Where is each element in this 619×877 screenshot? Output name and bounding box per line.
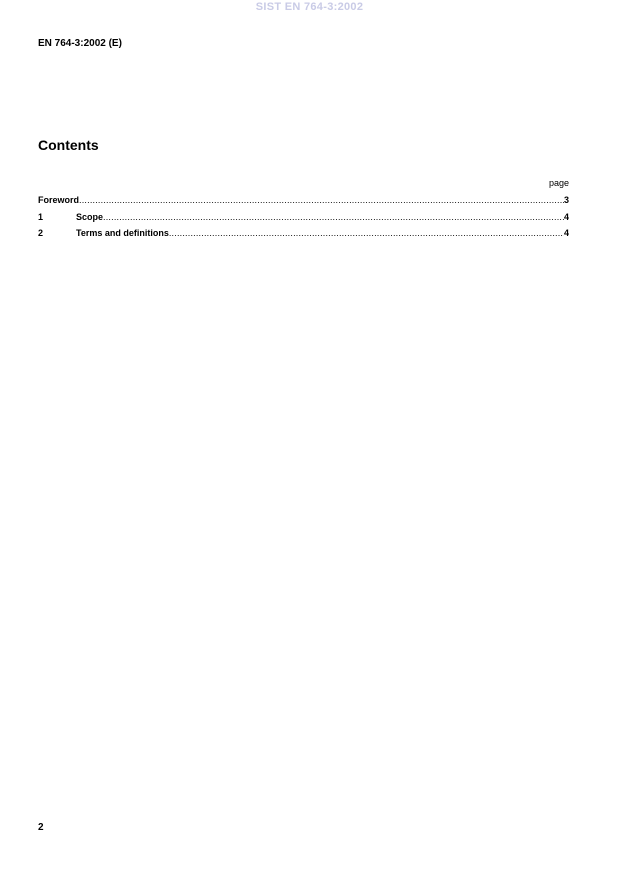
- toc-entry-page: 4: [563, 228, 569, 238]
- toc-entry-foreword[interactable]: [38, 195, 569, 212]
- toc-entry-terms-and-definitions[interactable]: [38, 228, 569, 245]
- table-of-contents: [38, 195, 569, 245]
- toc-entry-scope[interactable]: [38, 212, 569, 229]
- toc-entry-title: Foreword: [38, 195, 80, 205]
- toc-leader-dots: [103, 212, 564, 222]
- toc-entry-title: Scope: [76, 211, 104, 222]
- toc-entry-number: 1: [38, 211, 44, 222]
- contents-heading: Contents: [38, 137, 99, 153]
- toc-entry-page: 4: [563, 211, 569, 222]
- document-identifier: EN 764-3:2002 (E): [38, 38, 122, 49]
- toc-leader-dots: [169, 228, 564, 238]
- watermark: SIST EN 764-3:2002: [255, 1, 364, 13]
- toc-entry-title: Terms and definitions: [76, 228, 169, 238]
- toc-entry-number: 2: [38, 228, 44, 238]
- page-number: 2: [38, 822, 44, 833]
- toc-leader-dots: [79, 195, 564, 205]
- page-column-label: page: [548, 178, 569, 188]
- toc-entry-page: 3: [563, 195, 569, 205]
